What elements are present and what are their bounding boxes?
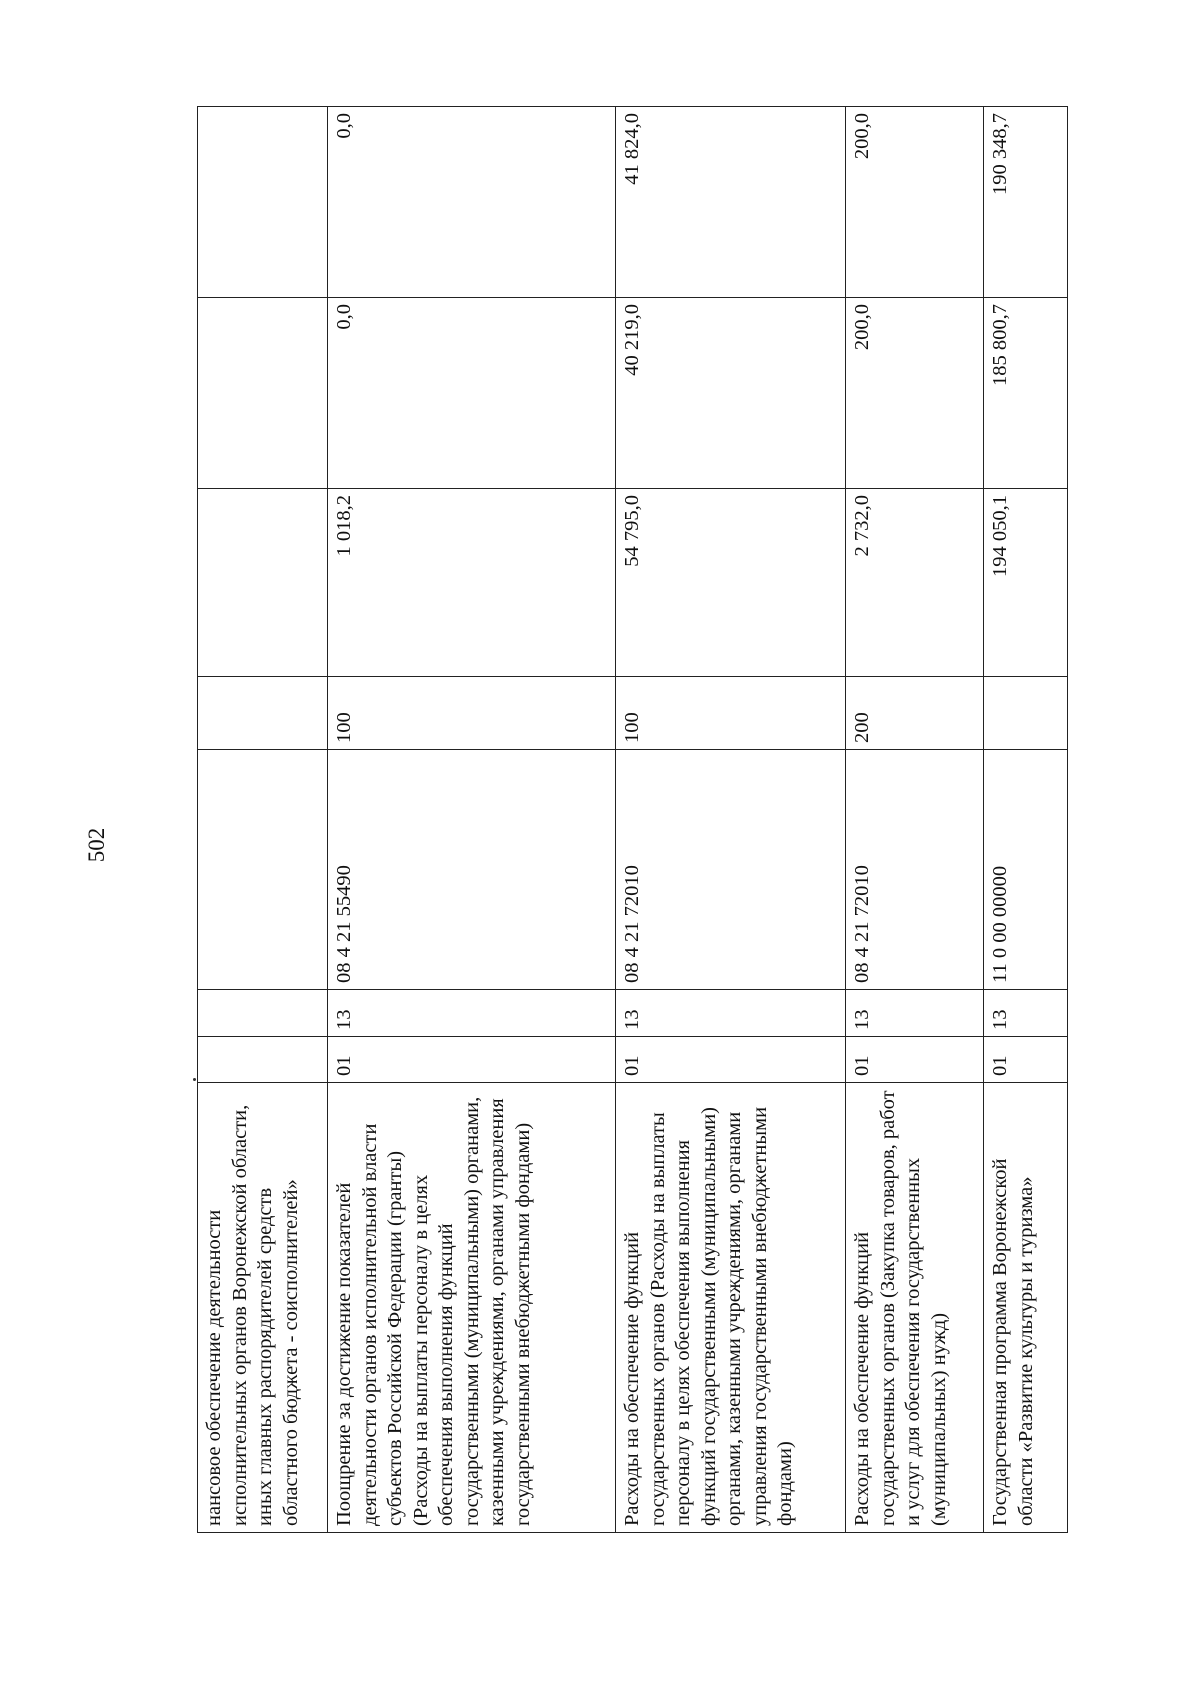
row-value-2: 185 800,7	[984, 298, 1068, 489]
row-subsection: 13	[984, 990, 1068, 1037]
row-value-2: 0,0	[328, 298, 616, 489]
row-value-3: 41 824,0	[616, 107, 846, 298]
row-value-1: 1 018,2	[328, 489, 616, 677]
row-expense-type: 100	[616, 677, 846, 750]
row-expense-type	[198, 677, 328, 750]
row-value-3	[198, 107, 328, 298]
row-description: Поощрение за достижение показателей деятельности органов исполнительной власти субъектов Российской Федерации (гранты) (Расходы на выплаты персоналу в целях обеспечения выполнения функций государственными (муниципальными) органами, казенными учреждениями, органами управления государственными внебюджетными фондами)	[328, 1083, 616, 1533]
row-article	[198, 750, 328, 990]
page-number: 502	[84, 827, 109, 863]
row-value-3: 200,0	[846, 107, 984, 298]
row-article: 08 4 21 72010	[846, 750, 984, 990]
row-value-1: 54 795,0	[616, 489, 846, 677]
row-description: Расходы на обеспечение функций государственных органов (Расходы на выплаты персоналу в целях обеспечения выполнения функций государственными (муниципальными) органами, казенными учреждениями, органами управления государственными внебюджетными фондами)	[616, 1083, 846, 1533]
row-value-2: 40 219,0	[616, 298, 846, 489]
row-subsection: 13	[616, 990, 846, 1037]
row-expense-type: 100	[328, 677, 616, 750]
row-section: 01	[328, 1037, 616, 1083]
row-value-3: 0,0	[328, 107, 616, 298]
row-value-3: 190 348,7	[984, 107, 1068, 298]
row-value-2: 200,0	[846, 298, 984, 489]
table-row	[198, 107, 328, 1533]
table-row	[984, 107, 1068, 1533]
row-description: Расходы на обеспечение функций государственных органов (Закупка товаров, работ и услуг для обеспечения государственных (муниципальных) нужд)	[846, 1083, 984, 1533]
budget-table-container	[197, 107, 1067, 1533]
row-expense-type: 200	[846, 677, 984, 750]
row-section	[198, 1037, 328, 1083]
budget-table	[197, 106, 1068, 1533]
row-section: 01	[984, 1037, 1068, 1083]
row-article: 11 0 00 00000	[984, 750, 1068, 990]
table-row	[846, 107, 984, 1533]
table-row	[616, 107, 846, 1533]
table-row	[328, 107, 616, 1533]
row-value-1: 2 732,0	[846, 489, 984, 677]
row-description: Государственная программа Воронежской области «Развитие культуры и туризма»	[984, 1083, 1068, 1533]
row-subsection: 13	[328, 990, 616, 1037]
row-subsection: 13	[846, 990, 984, 1037]
row-value-1: 194 050,1	[984, 489, 1068, 677]
row-article: 08 4 21 72010	[616, 750, 846, 990]
row-article: 08 4 21 55490	[328, 750, 616, 990]
row-expense-type	[984, 677, 1068, 750]
scan-speck	[193, 1078, 196, 1081]
row-section: 01	[846, 1037, 984, 1083]
row-section: 01	[616, 1037, 846, 1083]
row-description: нансовое обеспечение деятельности исполнительных органов Воронежской области, иных главных распорядителей средств областного бюджета - соисполнителей»	[198, 1083, 328, 1533]
row-value-1	[198, 489, 328, 677]
row-subsection	[198, 990, 328, 1037]
row-value-2	[198, 298, 328, 489]
